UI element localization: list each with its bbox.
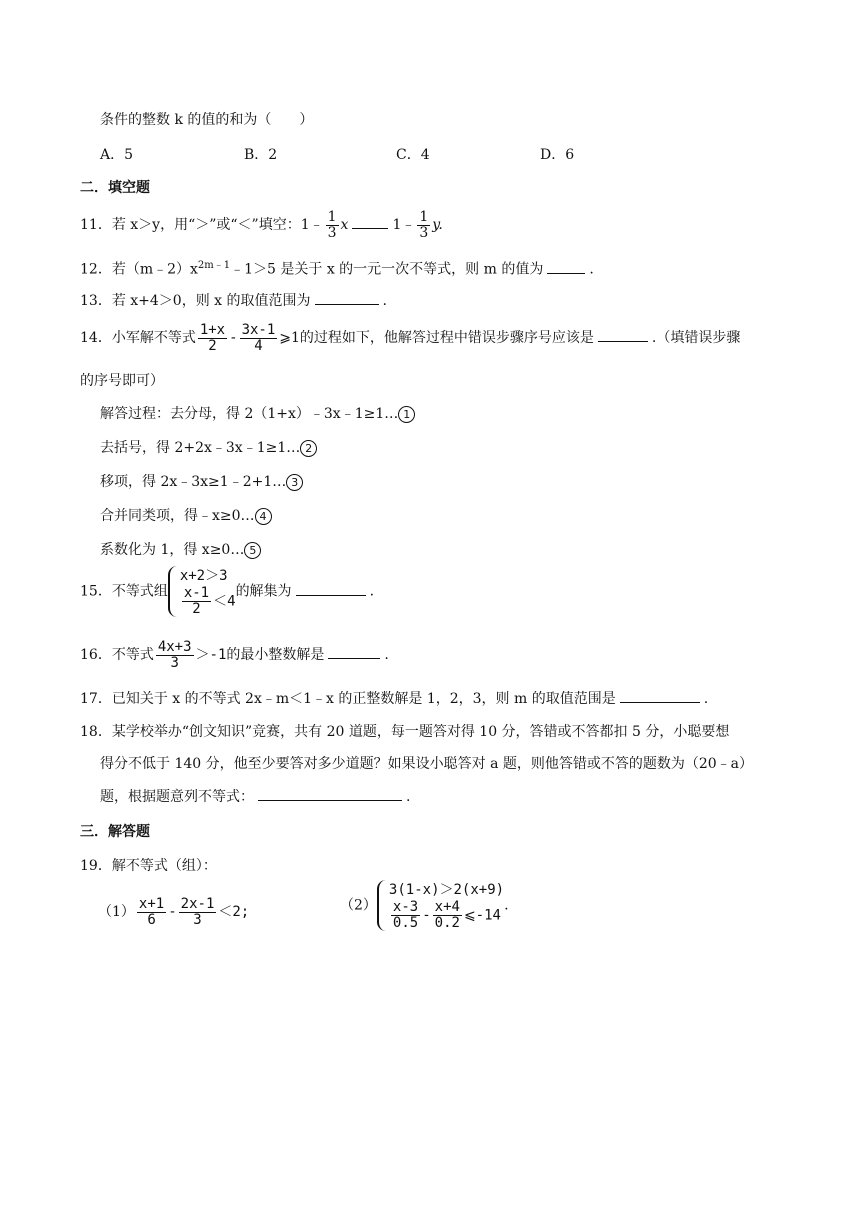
- question-13: 13．若 x+4＞0，则 x 的取值范围为 .: [80, 290, 387, 311]
- question-17: 17．已知关于 x 的不等式 2x﹣m＜1﹣x 的正整数解是 1，2，3，则 m 的取值范围是 .: [80, 688, 708, 709]
- fraction-4x3-3: $\frac{4x+3}{3}$: [157, 638, 192, 671]
- fraction-1-3-b: $\frac{1}{3}$: [419, 208, 429, 241]
- option-d: D．6: [540, 147, 575, 163]
- option-c: C．4: [396, 147, 430, 163]
- question-19-part1: （1） $\frac{x+1}{6}$ - $\frac{2x-1}{3}$ ＜2;: [98, 895, 250, 928]
- fraction-x1-6: $\frac{x+1}{6}$: [138, 895, 165, 928]
- inequality-system-15: x+2＞3 $\frac{x-1}{2}$ ＜4: [168, 566, 236, 617]
- step-marker-2: 2: [300, 440, 317, 457]
- step-2: 去括号，得 2+2x﹣3x﹣1≥1… 2: [100, 438, 317, 458]
- answer-blank-18[interactable]: [258, 786, 402, 801]
- question-15: 15．不等式组 x+2＞3 $\frac{x-1}{2}$ ＜4 的解集为 .: [80, 568, 375, 617]
- question-11: 11．若 x＞y，用“＞”或“＜”填空：1﹣ $\frac{1}{3}$ x 1﹣ $\frac{1}{3}$ y.: [80, 208, 443, 241]
- step-marker-5: 5: [244, 542, 261, 559]
- fraction-1-3: $\frac{1}{3}$: [327, 208, 337, 241]
- answer-blank-11[interactable]: [352, 214, 388, 229]
- question-14: 14．小军解不等式 $\frac{1+x}{2}$ - $\frac{3x-1}{4}$ ⩾1的过程如下，他解答过程中错误步骤序号应该是 .（填错误步骤: [80, 321, 741, 354]
- step-marker-1: 1: [398, 406, 415, 423]
- step-1: 解答过程：去分母，得 2（1+x）﹣3x﹣1≥1… 1: [100, 404, 415, 424]
- fraction-2x1-3: $\frac{2x-1}{3}$: [180, 895, 215, 928]
- answer-blank-15[interactable]: [296, 581, 366, 596]
- answer-blank-16[interactable]: [328, 644, 380, 659]
- section-solve-title: 三．解答题: [80, 824, 150, 840]
- question-12: 12．若$(m﹣2)x^{2m﹣1}﹣1>5$ 是关于 x 的一元一次不等式，则 m 的值为 .: [80, 260, 594, 278]
- answer-blank-12[interactable]: [547, 259, 585, 274]
- fraction-3x-1-4: $\frac{3x-1}{4}$: [241, 321, 276, 354]
- answer-blank-14[interactable]: [598, 327, 648, 342]
- step-5: 系数化为 1，得 x≥0… 5: [100, 540, 261, 560]
- question-18-line2: 得分不低于 140 分，他至少要答对多少道题？如果设小聪答对 a 题，则他答错或不答的题数为（20﹣a）: [100, 756, 754, 772]
- inequality-system-19: 3(1-x)＞2(x+9) $\frac{x-3}{0.5}$ - $\frac{x+4}{0.2}$ ⩽-14: [377, 880, 504, 931]
- question-19-intro: 19．解不等式（组）：: [80, 858, 217, 874]
- option-a: A．5: [100, 147, 134, 163]
- section-fill-in-title: 二．填空题: [80, 180, 150, 196]
- question-18-line3: 题，根据题意列不等式： .: [100, 786, 410, 807]
- option-b: B．2: [244, 147, 278, 163]
- prev-question-tail: 条件的整数 k 的值的和为（ ）: [100, 112, 314, 128]
- question-14-line2: 的序号即可）: [80, 373, 164, 389]
- question-18-line1: 18．某学校举办“创文知识”竞赛，共有 20 道题，每一题答对得 10 分，答错或不答都扣 5 分，小聪要想: [80, 724, 730, 740]
- answer-blank-17[interactable]: [620, 688, 700, 703]
- fraction-1plusx-2: $\frac{1+x}{2}$: [199, 321, 226, 354]
- step-marker-4: 4: [255, 508, 272, 525]
- step-3: 移项，得 2x﹣3x≥1﹣2+1… 3: [100, 472, 303, 492]
- step-marker-3: 3: [286, 474, 303, 491]
- question-16: 16．不等式 $\frac{4x+3}{3}$ ＞-1的最小整数解是 .: [80, 638, 389, 671]
- step-4: 合并同类项，得﹣x≥0… 4: [100, 506, 272, 526]
- question-19-part2: （2） 3(1-x)＞2(x+9) $\frac{x-3}{0.5}$ - $\frac{x+4}{0.2}$ ⩽-14 .: [340, 882, 509, 931]
- answer-blank-13[interactable]: [315, 290, 379, 305]
